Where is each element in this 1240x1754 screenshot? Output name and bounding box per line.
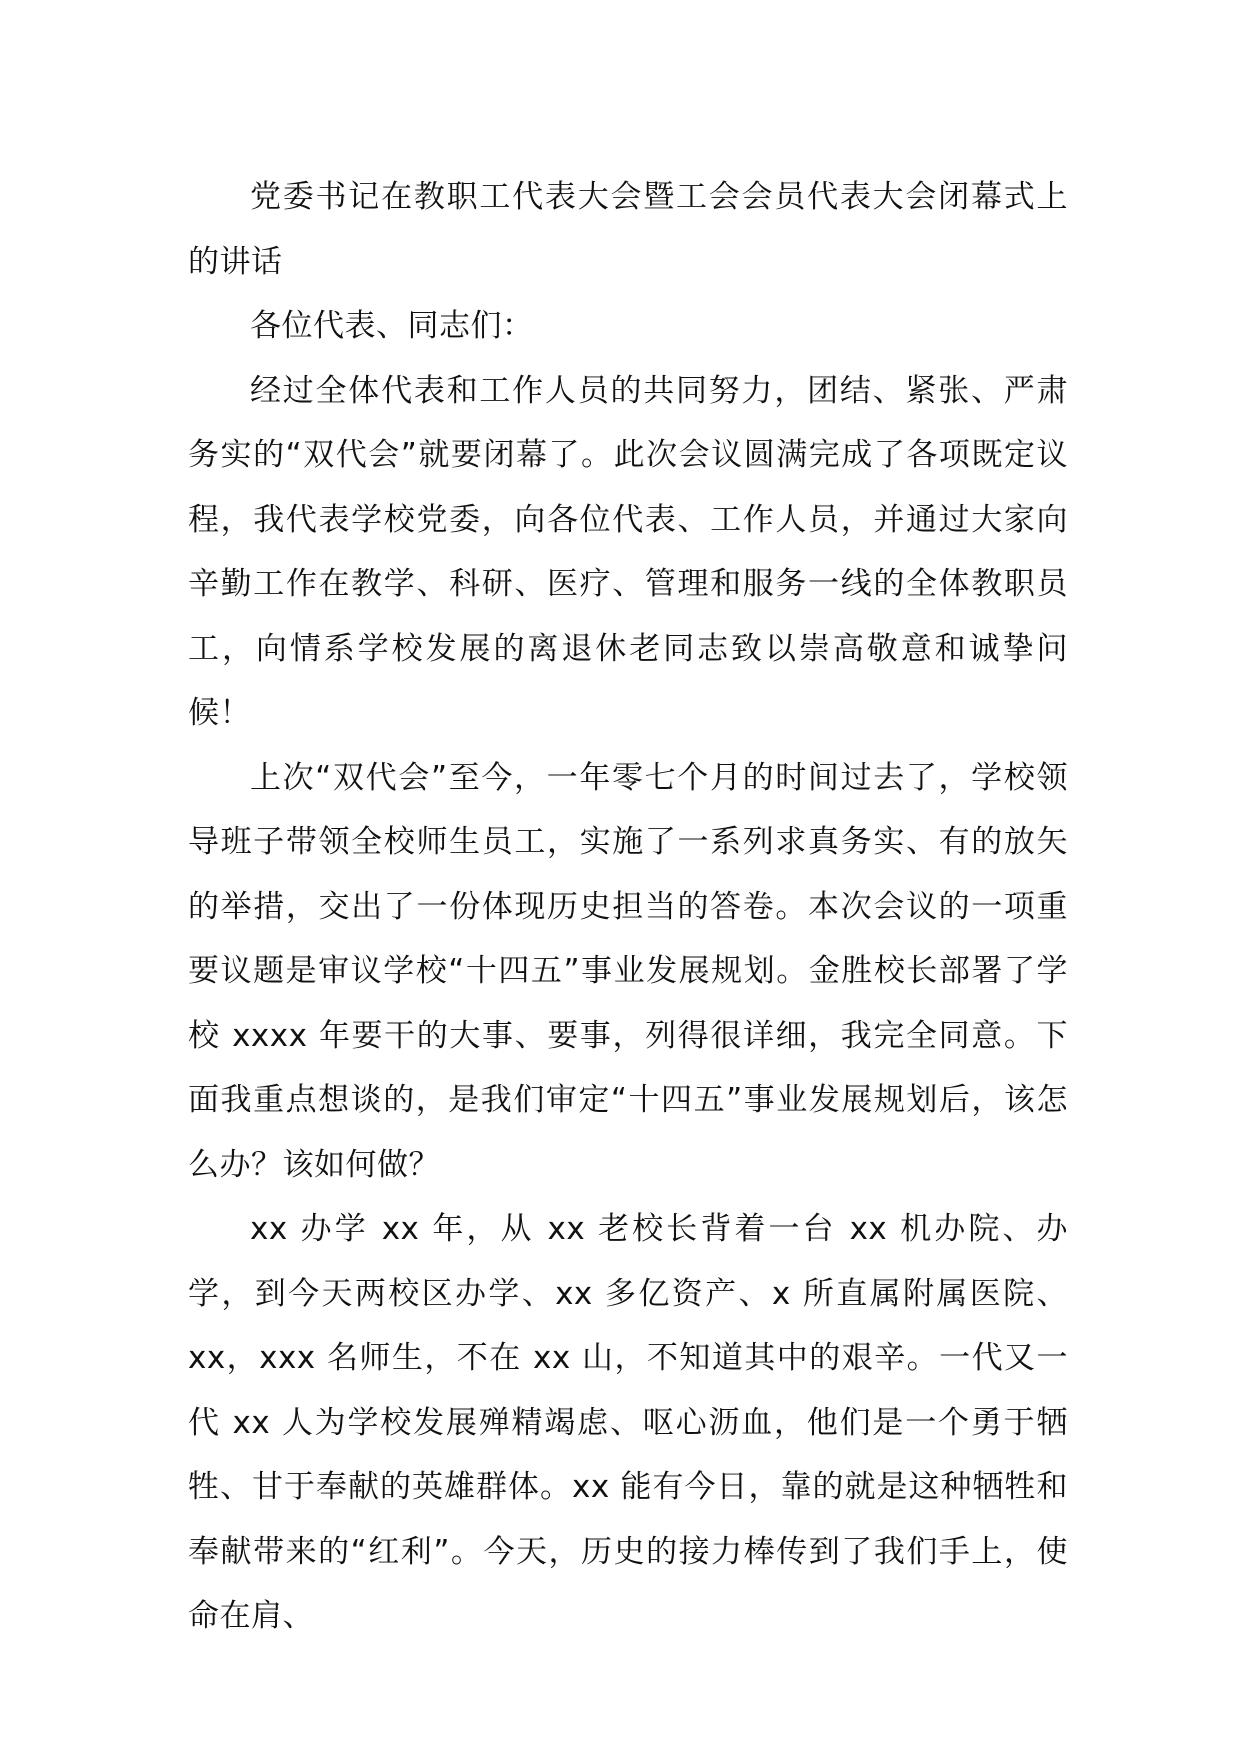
paragraph-1: 经过全体代表和工作人员的共同努力，团结、紧张、严肃务实的“双代会”就要闭幕了。此次会议圆满完成了各项既定议程，我代表学校党委，向各位代表、工作人员，并通过大家向辛勤工作在教学、科研、医疗、管理和服务一线的全体教职员工，向情系学校发展的离退休老同志致以崇高敬意和诚挚问候！ <box>188 372 1068 731</box>
document-body <box>188 165 1068 1649</box>
document-title: 党委书记在教职工代表大会暨工会会员代表大会闭幕式上的讲话 <box>188 179 1068 280</box>
salutation: 各位代表、同志们： <box>250 308 534 344</box>
paragraph-2: 上次“双代会”至今，一年零七个月的时间过去了，学校领导班子带领全校师生员工，实施了一系列求真务实、有的放矢的举措，交出了一份体现历史担当的答卷。本次会议的一项重要议题是审议学校“十四五”事业发展规划。金胜校长部署了学校 xxxx 年要干的大事、要事，列得很详细，我完全同意。下面我重点想谈的，是我们审定“十四五”事业发展规划后，该怎么办？该如何做？ <box>188 759 1068 1183</box>
paragraph-3: xx 办学 xx 年，从 xx 老校长背着一台 xx 机办院、办学，到今天两校区办学、xx 多亿资产、x 所直属附属医院、xx，xxx 名师生，不在 xx 山，不知道其中的艰辛。一代又一代 xx 人为学校发展殚精竭虑、呕心沥血，他们是一个勇于牺牲、甘于奉献的英雄群体。xx 能有今日，靠的就是这种牺牲和奉献带来的“红利”。今天，历史的接力棒传到了我们手上，使命在肩、 <box>188 1211 1068 1634</box>
